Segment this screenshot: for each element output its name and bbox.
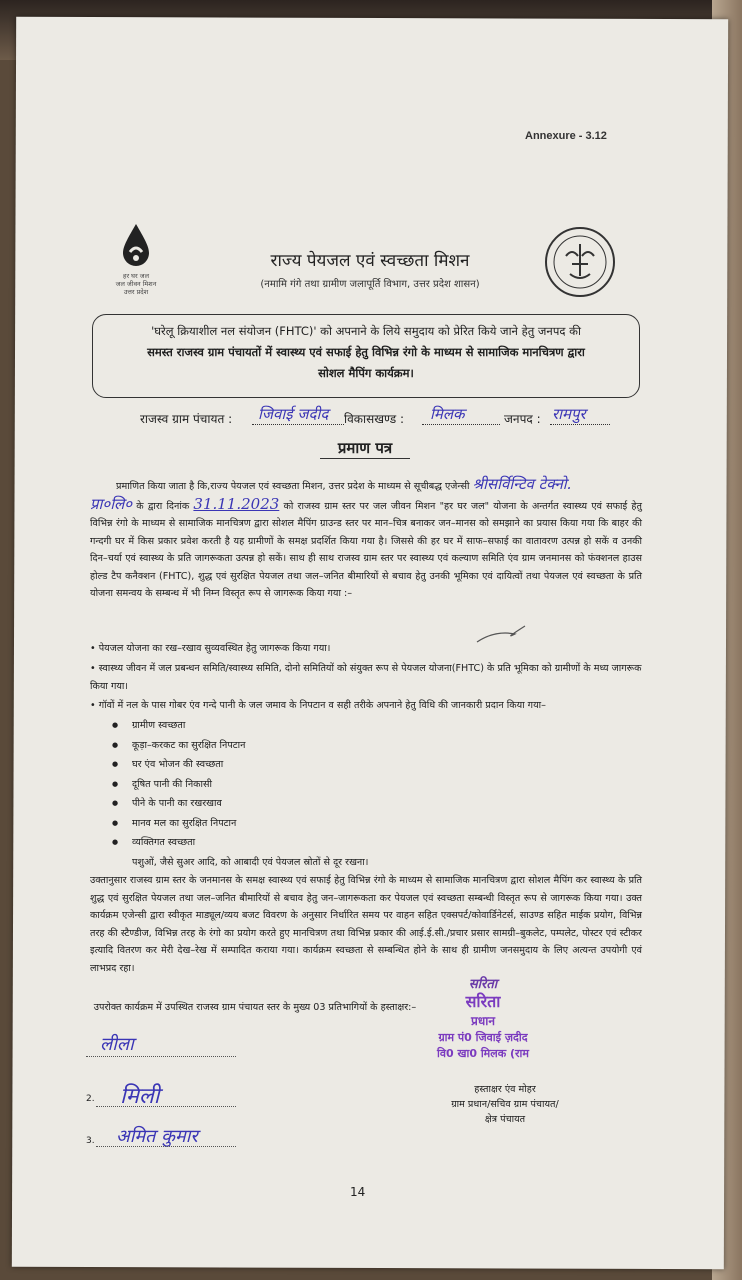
banner-line-1: 'घरेलू क्रियाशील नल संयोजन (FHTC)' को अपनाने के लिये समुदाय को प्रेरित किये जाने हेतु जनपद की — [151, 324, 581, 338]
district-label: जनपद : — [504, 412, 541, 426]
banner-line-3: सोशल मैपिंग कार्यक्रम। — [318, 366, 414, 380]
stamp-title: प्रधान — [471, 1014, 495, 1028]
hygiene-list — [112, 716, 512, 872]
program-banner — [92, 314, 640, 398]
stamp-signature: सरिता — [468, 977, 498, 992]
certificate-body — [90, 476, 642, 603]
district-value: रामपुर — [552, 405, 586, 423]
list-item: ● पीने के पानी का रखरखाव — [112, 794, 512, 814]
har-ghar-jal-logo — [104, 222, 168, 312]
stamp-village: ग्राम पं0 जिवाई ज़दीद — [438, 1031, 528, 1044]
stamp-block: वि0 खा0 मिलक (राम — [437, 1047, 529, 1060]
banner-line-2: समस्त राजस्व ग्राम पंचायतों में स्वास्थ्य एवं सफाई हेतु विभिन्न रंगो के माध्यम से सामाजिक मानचित्रण द्वारा — [147, 345, 585, 359]
signer-line-2: ग्राम प्रधान/सचिव ग्राम पंचायत/ — [451, 1099, 559, 1110]
list-item: ● घर एंव भोजन की स्वच्छता — [112, 755, 512, 775]
signature-num-3: 3. — [86, 1136, 95, 1146]
list-item: ● कूड़ा–करकट का सुरक्षित निपटान — [112, 736, 512, 756]
block-label: विकासखण्ड : — [344, 412, 405, 426]
village-label: राजस्व ग्राम पंचायत : — [140, 412, 233, 426]
signature-line-2 — [96, 1106, 236, 1107]
village-line — [252, 424, 344, 425]
list-item: ● दूषित पानी की निकासी — [112, 775, 512, 795]
signature-num-2: 2. — [86, 1094, 95, 1104]
block-value: मिलक — [430, 405, 465, 423]
agency-handwritten: श्रीसर्विन्टिव टेक्नो. — [472, 475, 572, 493]
bullet-item: • पेयजल योजना का रख–रखाव सुव्यवस्थित हेतु जागरूक किया गया। — [90, 643, 331, 654]
district-line — [550, 424, 610, 425]
pradhan-stamp — [408, 974, 558, 1074]
mission-title: राज्य पेयजल एवं स्वच्छता मिशन — [270, 251, 470, 271]
village-value: जिवाई जदीद — [258, 405, 329, 423]
list-item: ● व्यक्तिगत स्वच्छता — [112, 833, 512, 853]
list-item: पशुओं, जैसे सुअर आदि, को आबादी एवं पेयजल स्रोतों से दूर रखना। — [132, 856, 369, 868]
bullet-item: • स्वास्थ्य जीवन में जल प्रबन्धन समिति/स्वास्थ्य समिति, दोनो समितियों को संयुक्त रूप से पेयजल योजना(FHTC) के प्रति भूमिका को ग्रामीणों के मध्य जागरूक किया गया। — [90, 663, 642, 692]
page-number: 14 — [350, 1185, 366, 1199]
agency-suffix-handwritten: प्रा०लि० — [90, 494, 133, 513]
signature-line-1 — [86, 1056, 236, 1057]
signature-1: लीला — [100, 1034, 134, 1055]
signer-block — [430, 1082, 580, 1127]
block-line — [422, 424, 500, 425]
signature-line-3 — [96, 1146, 236, 1147]
logo-caption: हर घर जल जल जीवन मिशन उत्तर प्रदेश — [115, 272, 157, 296]
date-label: के द्वारा दिनांक — [136, 500, 190, 512]
mission-subtitle: (नमामि गंगे तथा ग्रामीण जलापूर्ति विभाग, उत्तर प्रदेश शासन) — [260, 279, 480, 290]
stamp-name: सरिता — [465, 992, 501, 1011]
list-item: ● मानव मल का सुरक्षित निपटान — [112, 814, 512, 834]
water-drop-icon — [120, 222, 152, 268]
signer-line-1: हस्ताक्षर एंव मोहर — [474, 1084, 536, 1095]
date-handwritten: 31.11.2023 — [193, 494, 280, 513]
up-government-emblem-icon — [544, 226, 616, 298]
body-line-1: प्रमाणित किया जाता है कि,राज्य पेयजल एवं स्वच्छता मिशन, उत्तर प्रदेश के माध्यम से सूचीबद्ध एजेन्सी — [116, 481, 470, 492]
annexure-label: Annexure - 3.12 — [525, 130, 607, 142]
bullet-item: • गॉवों में नल के पास गोबर एंव गन्दे पानी के जल जमाव के निपटान व सही तरीके अपनाने हेतु विधि की जानकारी प्रदान किया गया– — [90, 700, 546, 711]
signature-2: मिली — [120, 1084, 160, 1109]
certificate-title: प्रमाण पत्र — [320, 438, 410, 459]
list-item: ● ग्रामीण स्वच्छता — [112, 716, 512, 736]
summary-paragraph: उक्तानुसार राजस्व ग्राम स्तर के जनमानस के समक्ष स्वास्थ्य एवं सफाई हेतु विभिन्न रंगो के माध्यम से सामाजिक मानचित्रण द्वारा सोशल मैपिंग कर स्वास्थ्य के प्रति शुद्ध एवं सुरक्षित पेयजल तथा जल–जनित बीमारियों से बचाव हेतु जन–जागरूकता कर पेयजल एवं स्वच्छता सम्बन्धी विस्तृत रूप से जागरूक किया गया। उक्त कार्यक्रम एजेन्सी द्वारा स्वीकृत माड्यूल/व्यय बजट विवरण के अनुसार निर्धारित समय पर वाहन सहित एक्सपर्ट/कोवार्डिनेटर्स, साउण्ड सहित माईक प्रयोग, विभिन्न तरह की स्टैण्डीज, विभिन्न तरह के रंगो का प्रयोग करते हुए मानचित्रण तथा विभिन्न प्रकार की आई.ई.सी./प्रचार प्रसार सामग्री–बुकलेट, पम्पलेट, पोस्टर एवं स्टीकर इत्यादि वितरण कर मेरी देख–रेख में सम्पादित कराया गया। कार्यक्रम स्वच्छता से सम्बन्धित होने के साथ ही ग्रामीण जनसमुदाय के लिए अत्यन्त उपयोगी एवं लाभप्रद रहा। — [90, 875, 642, 974]
signer-line-3: क्षेत्र पंचायत — [484, 1114, 526, 1125]
body-paragraph: को राजस्व ग्राम स्तर पर जल जीवन मिशन "हर घर जल" योजना के अन्तर्गत स्वास्थ्य एवं सफाई हेतु विभिन्न रंगो के माध्यम से सामाजिक मानचित्रण द्वारा सोशल मैपिंग ग्राउन्ड स्तर पर मान–चित्र बनाकर जन–मानस को समझाने का प्रयास किया गया कि बाहर की गन्दगी घर में किस प्रकार प्रवेश करती है यह ग्रामीणों के समक्ष प्रदर्शित किया गया है। जिससे की हर घर में साफ–सफाई का वातावरण उत्पन्न हो सकें व उनकी दिन–चर्या एवं स्वास्थ्य के प्रति जागरूकता उत्पन्न हो सकें। साथ ही साथ राजस्व ग्राम स्तर पर स्वास्थ्य एवं कल्याण समिति एंव ग्राम जनमानस को फंक्शनल हाउस होल्ड टैप कनैक्शन (FHTC), शुद्ध एवं सुरक्षित पेयजल तथा जल–जनित बीमारियों से बचाव हेतु उनकी भूमिका एवं दायित्वों तथा पेयजल एवं स्वच्छता के प्रति योजना समन्वय के सम्बन्ध में भी निम्न विस्तृत रूप से जागरूक किया गया :– — [90, 500, 642, 599]
signature-3: अमित कुमार — [116, 1126, 198, 1147]
participants-caption: उपरोक्त कार्यक्रम में उपस्थित राजस्व ग्राम पंचायत स्तर के मुख्य 03 प्रतिभागियों के हस्ताक्षर:– — [93, 1002, 417, 1013]
